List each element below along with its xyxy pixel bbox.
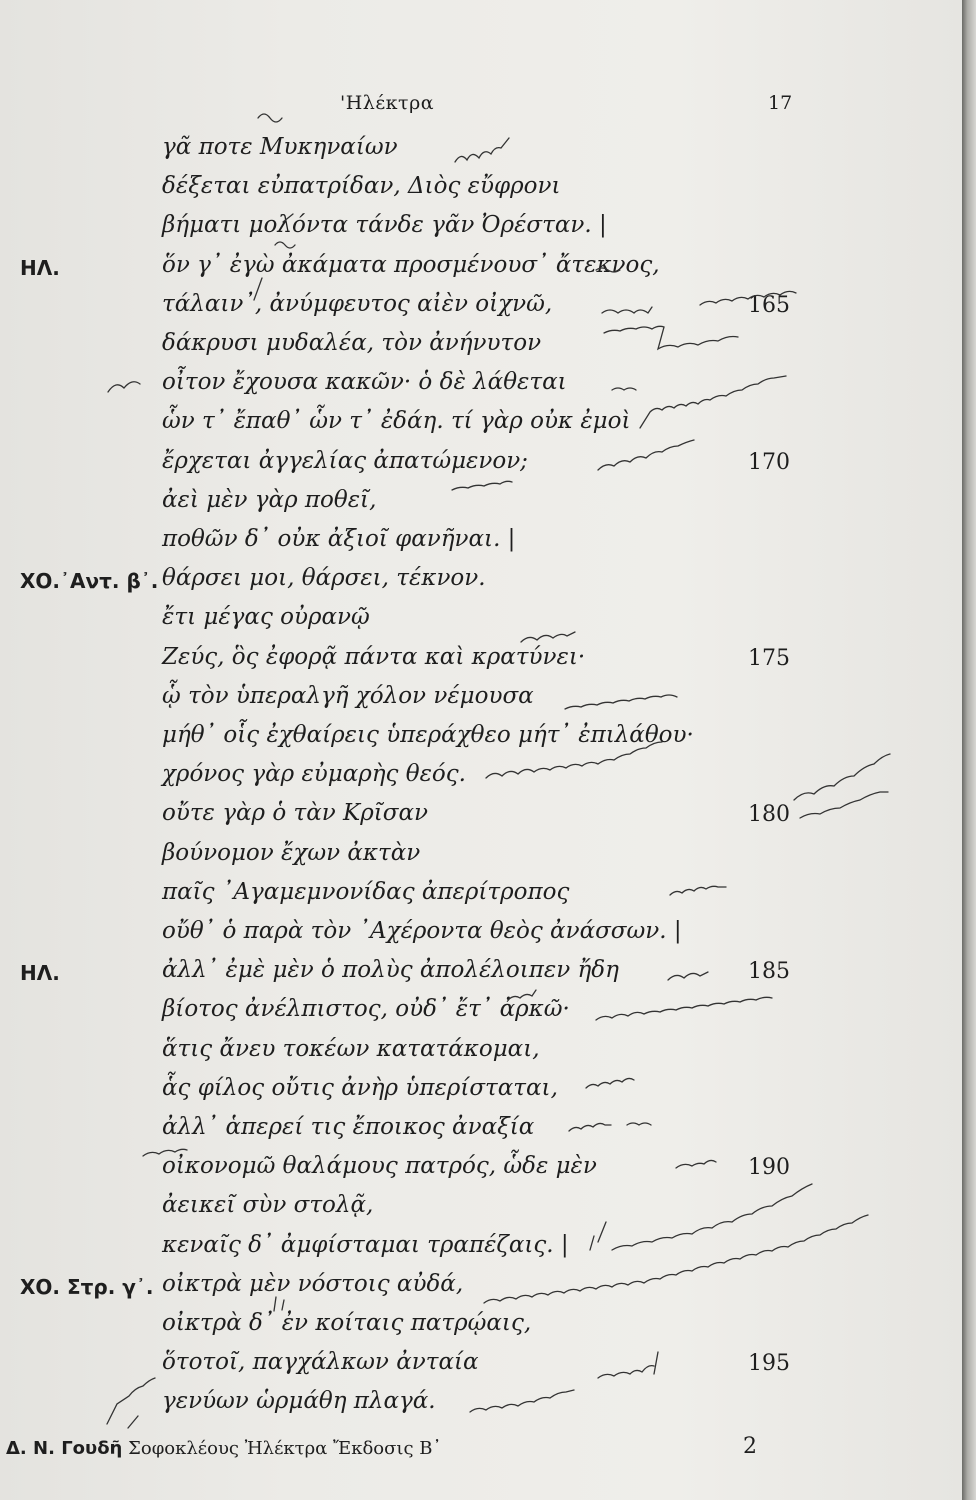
verse-line	[0, 291, 962, 329]
signature-mark: 2	[743, 1434, 757, 1459]
verse-text: ὧν τ᾽ ἔπαθ᾽ ὧν τ᾽ ἐδάη. τί γὰρ οὐκ ἐμοὶ	[162, 408, 631, 435]
verse-line	[0, 1388, 962, 1426]
speaker-label: ΗΛ.	[20, 961, 60, 986]
line-number: 175	[748, 645, 790, 671]
running-header	[0, 92, 962, 122]
page-edge	[962, 0, 976, 1500]
verse-line	[0, 1153, 962, 1191]
verse-text: ἔρχεται ἀγγελίας ἀπατώμενον;	[162, 447, 528, 474]
verse-text: ποθῶν δ᾽ οὐκ ἀξιοῖ φανῆναι. |	[162, 526, 516, 552]
verse-text: ἀλλ᾽ ἐμὲ μὲν ὁ πολὺς ἀπολέλοιπεν ἤδη	[162, 957, 619, 984]
verse-text: γᾶ ποτε Μυκηναίων	[162, 134, 398, 160]
verse-line	[0, 683, 962, 721]
verse-text: οἰκονομῶ θαλάμους πατρός, ὧδε μὲν	[162, 1153, 597, 1180]
verse-text: μήθ᾽ οἷς ἐχθαίρεις ὑπεράχθεο μήτ᾽ ἐπιλάθου·	[162, 722, 694, 748]
line-number: 170	[748, 449, 790, 475]
verse-line	[0, 996, 962, 1034]
verse-text: κεναῖς δ᾽ ἀμφίσταμαι τραπέζαις. |	[162, 1231, 569, 1258]
line-number: 180	[748, 802, 790, 828]
verse-line	[0, 957, 962, 995]
verse-line	[0, 526, 962, 564]
verse-line	[0, 448, 962, 486]
verse-line	[0, 722, 962, 760]
verse-text: τάλαιν᾽, ἀνύμφευτος αἰὲν οἰχνῶ,	[162, 290, 553, 317]
verse-text: δάκρυσι μυδαλέα, τὸν ἀνήνυτον	[162, 330, 542, 356]
imprint-title: Σοφοκλέους Ἠλέκτρα Ἔκδοσις Β᾽	[128, 1438, 442, 1459]
page-number: 17	[768, 92, 793, 114]
imprint-publisher: Δ. Ν. Γουδῆ	[6, 1438, 123, 1459]
verse-line	[0, 800, 962, 838]
verse-text: γενύων ὡρμάθη πλαγά.	[162, 1388, 436, 1415]
verse-text: ἅτις ἄνευ τοκέων κατατάκομαι,	[162, 1035, 540, 1062]
verse-text: οἰκτρὰ μὲν νόστοις αὐδά,	[162, 1270, 464, 1297]
verse-text: ὅν γ᾽ ἐγὼ ἀκάματα προσμένουσ᾽ ἄτεκνος,	[162, 251, 660, 278]
verse-text: ἇς φίλος οὔτις ἀνὴρ ὑπερίσταται,	[162, 1074, 558, 1101]
verse-line	[0, 408, 962, 446]
verse-line	[0, 879, 962, 917]
verse-line	[0, 1192, 962, 1230]
verse-line	[0, 1075, 962, 1113]
verse-text: βήματι μολόντα τάνδε γᾶν Ὀρέσταν. |	[162, 212, 607, 239]
line-number: 165	[748, 292, 790, 318]
verse-line	[0, 1349, 962, 1387]
speaker-label: ΗΛ.	[20, 255, 60, 280]
verse-line	[0, 1232, 962, 1270]
verse-line	[0, 761, 962, 799]
verse-line	[0, 1036, 962, 1074]
verse-line	[0, 487, 962, 525]
verse-line	[0, 604, 962, 642]
verse-text: βίοτος ἀνέλπιστος, οὐδ᾽ ἔτ᾽ ἀρκῶ·	[162, 996, 570, 1023]
verse-line	[0, 565, 962, 603]
imprint	[6, 1438, 442, 1459]
speaker-label: ΧΟ. Στρ. γ᾽.	[20, 1274, 154, 1299]
verse-text: οἶτον ἔχουσα κακῶν· ὁ δὲ λάθεται	[162, 369, 567, 396]
verse-line	[0, 369, 962, 407]
verse-line	[0, 1271, 962, 1309]
verse-text: ἀεικεῖ σὺν στολᾷ,	[162, 1192, 374, 1219]
speaker-label: ΧΟ.᾽Αντ. β᾽.	[20, 569, 159, 594]
verse-text: θάρσει μοι, θάρσει, τέκνον.	[162, 565, 486, 592]
verse-line	[0, 330, 962, 368]
verse-text: χρόνος γὰρ εὐμαρὴς θεός.	[162, 761, 466, 788]
verse-line	[0, 840, 962, 878]
verse-text: ἔτι μέγας οὐρανῷ	[162, 604, 370, 631]
verse-line	[0, 1114, 962, 1152]
page-footer	[0, 1434, 962, 1468]
verse-text: οὔθ᾽ ὁ παρὰ τὸν ᾽Αχέροντα θεὸς ἀνάσσων. |	[162, 918, 682, 944]
verse-text: ἀλλ᾽ ἁπερεί τις ἔποικος ἀναξία	[162, 1114, 535, 1140]
verse-text: βούνομον ἔχων ἀκτὰν	[162, 839, 421, 866]
verse-text: ὅτοτοῖ, παγχάλκων ἀνταία	[162, 1349, 479, 1376]
verse-line	[0, 212, 962, 250]
verse-line	[0, 252, 962, 290]
verse-line	[0, 1310, 962, 1348]
verse-line	[0, 644, 962, 682]
verse-text: δέξεται εὐπατρίδαν, Διὸς εὔφρονι	[162, 173, 561, 200]
running-title: 'Ηλέκτρα	[340, 92, 435, 114]
line-number: 195	[748, 1351, 790, 1377]
verse-line	[0, 134, 962, 172]
verse-text: οἰκτρὰ δ᾽ ἐν κοίταις πατρῴαις,	[162, 1310, 532, 1336]
verse-line	[0, 173, 962, 211]
line-number: 190	[748, 1155, 790, 1181]
verse-text: Ζεύς, ὃς ἐφορᾷ πάντα καὶ κρατύνει·	[162, 643, 586, 670]
line-number: 185	[748, 959, 790, 985]
verse-line	[0, 918, 962, 956]
verse-text: ἀεὶ μὲν γὰρ ποθεῖ,	[162, 486, 377, 513]
verse-text: οὔτε γὰρ ὁ τὰν Κρῖσαν	[162, 800, 428, 827]
verse-text: ᾧ τὸν ὑπεραλγῆ χόλον νέμουσα	[162, 682, 534, 709]
verse-text: παῖς ᾽Αγαμεμνονίδας ἀπερίτροπος	[162, 878, 570, 905]
